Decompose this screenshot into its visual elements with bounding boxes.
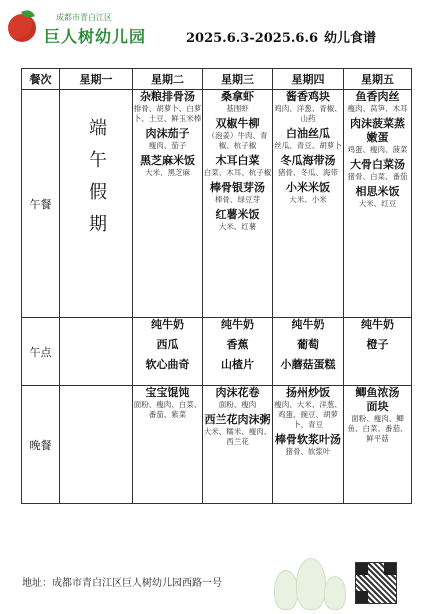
dinner-tue [133, 386, 203, 504]
dish-name: 嫩蛋 [366, 131, 389, 144]
dish-ingredients: 猪骨、软浆叶 [285, 447, 331, 456]
qr-code-icon [355, 562, 397, 604]
snack-item: 软心曲奇 [145, 358, 190, 371]
dish-name: 黑芝麻米饭 [140, 154, 195, 167]
dish-ingredients: 猪骨、冬瓜、海带 [278, 168, 338, 177]
header-mon: 星期一 [60, 69, 133, 90]
holiday-text: 端午假期 [86, 118, 107, 246]
header-row [22, 69, 412, 90]
dish-name: 红薯米饭 [215, 208, 260, 221]
snack-item: 葡萄 [297, 338, 319, 351]
title-text: 幼儿食谱 [324, 31, 377, 46]
snack-item: 纯牛奶 [291, 318, 325, 331]
dish-ingredients: 大米、小米 [289, 195, 327, 204]
dish-ingredients: 瘦肉、茄子 [148, 141, 187, 150]
dish-name: 棒骨银芽汤 [210, 181, 265, 194]
dish-ingredients: 瘦肉、莴笋、木耳 [347, 104, 408, 113]
dish-ingredients: 白菜、木耳、杭子椒 [203, 168, 272, 177]
dinner-thu [273, 386, 344, 504]
snack-item: 橙子 [366, 338, 389, 351]
dish-name: 酱香鸡块 [286, 90, 330, 103]
menu-table [21, 68, 412, 504]
lunch-thu [273, 90, 344, 318]
dish-ingredients: 大米、红薯 [218, 222, 257, 231]
dish-ingredients: 面粉、瘦肉、鲫鱼、白菜、番茄、鲜平菇 [347, 414, 408, 443]
dish-name: 大骨白菜汤 [350, 158, 405, 171]
dish-name: 相思米饭 [355, 185, 400, 198]
dinner-label: 晚餐 [22, 386, 60, 504]
lunch-fri [344, 90, 412, 318]
dish-ingredients: 鸡蛋、瘦肉、菠菜 [347, 145, 408, 154]
title-date: 2025.6.3-2025.6.6 [186, 31, 319, 46]
dish-name: 扬州炒饭 [286, 386, 330, 399]
dish-ingredients: 基围虾 [226, 104, 249, 113]
dish-name: 鲫鱼浓汤 [355, 386, 400, 399]
snack-tue [133, 318, 203, 386]
dish-name: 肉沫花卷 [215, 386, 260, 399]
snack-row [22, 318, 412, 386]
snack-item: 香蕉 [226, 338, 249, 351]
snack-thu [273, 318, 344, 386]
dish-ingredients: 大米、黑芝麻 [145, 168, 190, 177]
dish-ingredients: 面粉、瘦肉 [218, 400, 257, 409]
dish-name: 肉沫茄子 [145, 127, 190, 140]
lunch-row [22, 90, 412, 318]
footer [0, 560, 426, 614]
lunch-tue [133, 90, 203, 318]
dish-name: 杂粮排骨汤 [140, 90, 195, 103]
dish-ingredients: 排骨、胡萝卜、白萝卜、土豆、鲜玉米棒 [133, 104, 202, 123]
dish-ingredients: 瘦肉、大米、洋葱、鸡蛋、豌豆、胡萝卜、青豆 [274, 400, 342, 429]
dish-ingredients: 面粉、瘦肉、白菜、番茄、紫菜 [133, 400, 202, 419]
dish-ingredients: 大米、红豆 [358, 199, 397, 208]
dinner-fri [344, 386, 412, 504]
dish-name: 宝宝馄饨 [145, 386, 190, 399]
snack-item: 山楂片 [221, 358, 254, 371]
page-title [186, 27, 376, 46]
dish-ingredients: 棒骨、绿豆芽 [215, 195, 260, 204]
dinner-wed [203, 386, 273, 504]
tree-decoration-icon [270, 560, 350, 614]
snack-label: 午点 [22, 318, 60, 386]
header-tue: 星期二 [133, 69, 203, 90]
header [0, 0, 426, 60]
header-wed: 星期三 [203, 69, 273, 90]
dish-ingredients: （泡姜）牛肉、青椒、杭子椒 [207, 131, 268, 150]
snack-fri [344, 318, 412, 386]
dish-name: 西兰花肉沫粥 [204, 413, 271, 426]
school-address: 地址：成都市青白江区巨人树幼儿园西路一号 [22, 578, 222, 589]
dish-ingredients: 丝瓜、青豆、胡萝卜 [274, 141, 342, 150]
snack-item: 纯牛奶 [221, 318, 254, 331]
dish-name: 肉沫菠菜蒸 [350, 117, 405, 130]
lunch-label: 午餐 [22, 90, 60, 318]
snack-item: 西瓜 [156, 338, 179, 351]
dish-name: 冬瓜海带汤 [280, 154, 336, 167]
logo-school-name: 巨人树幼儿园 [44, 27, 147, 46]
dish-name: 面块 [366, 400, 389, 413]
lunch-wed [203, 90, 273, 318]
dish-ingredients: 鸡肉、洋葱、青椒、山药 [274, 104, 342, 123]
dish-name: 小米米饭 [286, 181, 330, 194]
dish-name: 木耳白菜 [215, 154, 260, 167]
dish-ingredients: 猪骨、白菜、番茄 [347, 172, 408, 181]
dish-name: 白油丝瓜 [286, 127, 330, 140]
school-logo [8, 10, 158, 50]
dish-name: 桑拿虾 [221, 90, 254, 103]
snack-wed [203, 318, 273, 386]
header-thu: 星期四 [273, 69, 344, 90]
logo-district: 成都市青白江区 [56, 13, 112, 22]
dinner-mon [60, 386, 133, 504]
snack-item: 纯牛奶 [361, 318, 394, 331]
snack-item: 纯牛奶 [151, 318, 184, 331]
header-fri: 星期五 [344, 69, 412, 90]
snack-item: 小蘑菇蛋糕 [280, 358, 336, 371]
dinner-row [22, 386, 412, 504]
dish-name: 棒骨软浆叶汤 [275, 433, 341, 446]
dish-ingredients: 大米、糯米、瘦肉、西兰花 [203, 427, 272, 446]
header-meal: 餐次 [22, 69, 60, 90]
dish-name: 双椒牛柳 [215, 117, 260, 130]
apple-logo-icon [8, 14, 36, 42]
holiday-cell [60, 90, 133, 318]
snack-mon [60, 318, 133, 386]
dish-name: 鱼香肉丝 [355, 90, 400, 103]
